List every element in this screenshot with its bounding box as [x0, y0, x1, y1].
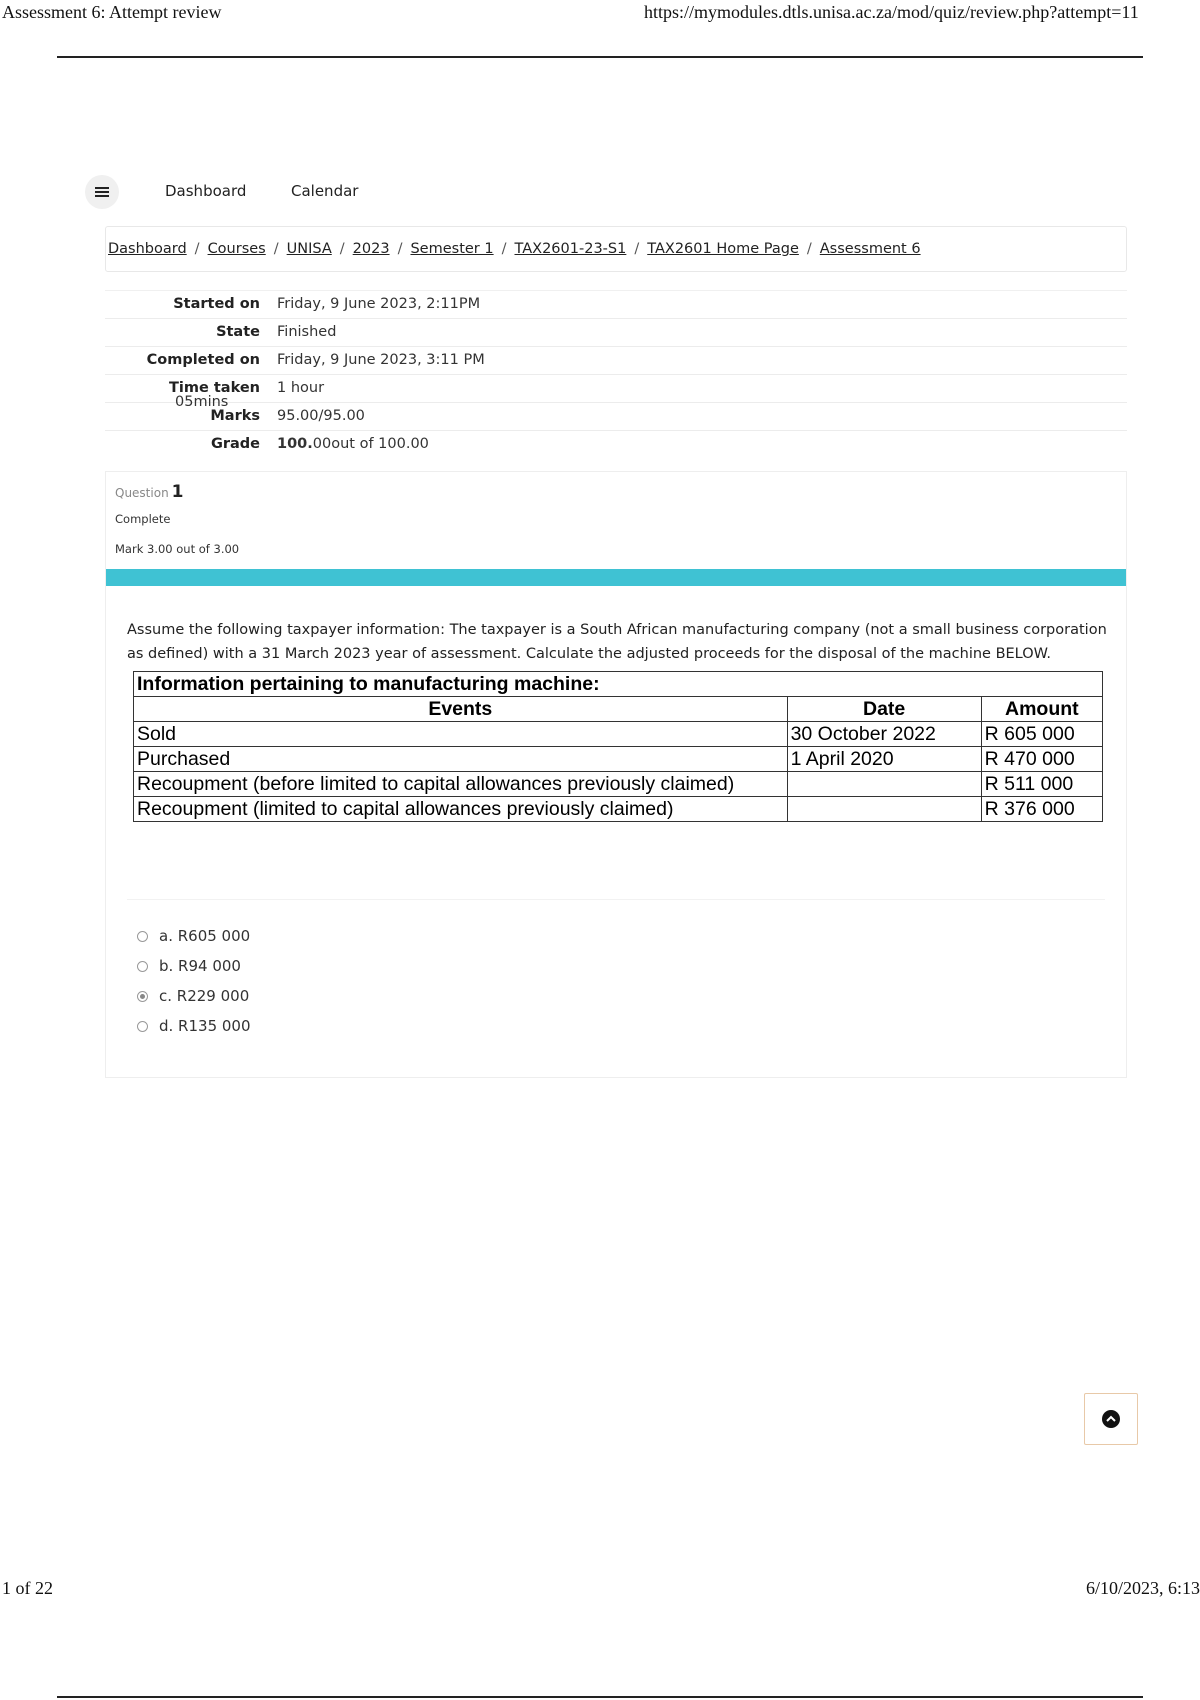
summary-label: State [216, 324, 260, 340]
breadcrumb-separator: / [397, 241, 403, 257]
breadcrumb-home-page[interactable]: TAX2601 Home Page [647, 241, 799, 257]
summary-label: Marks [210, 408, 260, 424]
cell-date [787, 797, 981, 822]
summary-value [277, 436, 429, 452]
print-rule-top [57, 56, 1143, 58]
table-caption-row [134, 672, 1103, 697]
radio-button[interactable] [137, 961, 148, 972]
answer-label: b. R94 000 [159, 957, 241, 975]
summary-value: Friday, 9 June 2023, 2:11PM [277, 296, 481, 312]
print-rule-bottom [57, 1696, 1143, 1698]
time-overflow-text: 05mins [175, 394, 229, 410]
question-info [115, 482, 184, 502]
summary-row-state [105, 318, 1127, 346]
table-header-row [134, 697, 1103, 722]
cell-date: 1 April 2020 [787, 747, 981, 772]
header-events: Events [134, 697, 788, 722]
breadcrumb-course[interactable]: TAX2601-23-S1 [514, 241, 627, 257]
summary-value: Friday, 9 June 2023, 3:11 PM [277, 352, 485, 368]
navbar [85, 175, 485, 211]
breadcrumb-separator: / [806, 241, 812, 257]
breadcrumb [105, 226, 1127, 272]
breadcrumb-year[interactable]: 2023 [352, 241, 390, 257]
question-card [105, 471, 1127, 1078]
question-state: Complete [115, 512, 171, 526]
nav-calendar-link[interactable]: Calendar [291, 182, 359, 200]
print-header [0, 0, 1200, 24]
answer-label: d. R135 000 [159, 1017, 251, 1035]
table-caption: Information pertaining to manufacturing machine: [134, 672, 1103, 697]
hamburger-menu-icon [95, 186, 109, 198]
table-row [134, 772, 1103, 797]
back-to-top-button[interactable] [1084, 1393, 1138, 1445]
breadcrumb-unisa[interactable]: UNISA [286, 241, 332, 257]
radio-button[interactable] [137, 931, 148, 942]
nav-dashboard-link[interactable]: Dashboard [165, 182, 247, 200]
breadcrumb-courses[interactable]: Courses [207, 241, 266, 257]
question-bar [106, 569, 1126, 586]
summary-row-started [105, 290, 1127, 318]
summary-value: Finished [277, 324, 337, 340]
answer-label: a. R605 000 [159, 927, 251, 945]
cell-amount: R 605 000 [981, 722, 1102, 747]
cell-event: Recoupment (before limited to capital allowances previously claimed) [134, 772, 788, 797]
breadcrumb-separator: / [501, 241, 507, 257]
grade-bold: 100. [277, 436, 313, 452]
breadcrumb-separator: / [273, 241, 279, 257]
cell-event: Recoupment (limited to capital allowances previously claimed) [134, 797, 788, 822]
breadcrumb-separator: / [634, 241, 640, 257]
table-row [134, 722, 1103, 747]
header-amount: Amount [981, 697, 1102, 722]
cell-amount: R 470 000 [981, 747, 1102, 772]
summary-label: Grade [210, 436, 260, 452]
machine-info-table [133, 671, 1103, 822]
summary-row-grade [105, 430, 1127, 458]
summary-row-marks [105, 394, 1127, 430]
summary-label: Time taken [169, 380, 260, 396]
summary-label: Completed on [146, 352, 260, 368]
chevron-up-circle-icon [1102, 1410, 1120, 1428]
summary-row-completed [105, 346, 1127, 374]
breadcrumb-assessment[interactable]: Assessment 6 [819, 241, 921, 257]
summary-value: 95.00/95.00 [277, 408, 365, 424]
print-datetime: 6/10/2023, 6:13 [1085, 1578, 1200, 1598]
print-page-title: Assessment 6: Attempt review [2, 2, 222, 22]
breadcrumb-separator: / [339, 241, 345, 257]
question-label: Question [115, 486, 169, 500]
question-text: Assume the following taxpayer information: The taxpayer is a South African manufacturing company (not a small business corporation as defined) with a 31 March 2023 year of assessment. Calculate the adjusted proceeds for the disposal of the machine BELOW. [127, 622, 1107, 662]
table-row [134, 797, 1103, 822]
cell-date [787, 772, 981, 797]
cell-date: 30 October 2022 [787, 722, 981, 747]
answer-label: c. R229 000 [159, 987, 250, 1005]
summary-label: Started on [173, 296, 260, 312]
radio-button[interactable] [137, 1021, 148, 1032]
breadcrumb-semester[interactable]: Semester 1 [410, 241, 494, 257]
cell-amount: R 376 000 [981, 797, 1102, 822]
question-mark: Mark 3.00 out of 3.00 [115, 542, 240, 556]
header-date: Date [787, 697, 981, 722]
attempt-summary [105, 290, 1127, 458]
summary-row-time [105, 374, 1127, 402]
cell-event: Purchased [134, 747, 788, 772]
print-page-number: 1 of 22 [2, 1578, 53, 1598]
table-row [134, 747, 1103, 772]
radio-button-selected[interactable] [137, 991, 148, 1002]
breadcrumb-dashboard[interactable]: Dashboard [108, 241, 187, 257]
cell-event: Sold [134, 722, 788, 747]
menu-toggle-button[interactable] [85, 175, 119, 209]
summary-value: 1 hour [277, 380, 325, 396]
cell-amount: R 511 000 [981, 772, 1102, 797]
breadcrumb-separator: / [194, 241, 200, 257]
grade-rest: 00out of 100.00 [312, 436, 429, 452]
question-number: 1 [171, 482, 184, 502]
answer-divider [127, 899, 1105, 900]
print-page-url: https://mymodules.dtls.unisa.ac.za/mod/quiz/review.php?attempt=11 [644, 2, 1139, 22]
